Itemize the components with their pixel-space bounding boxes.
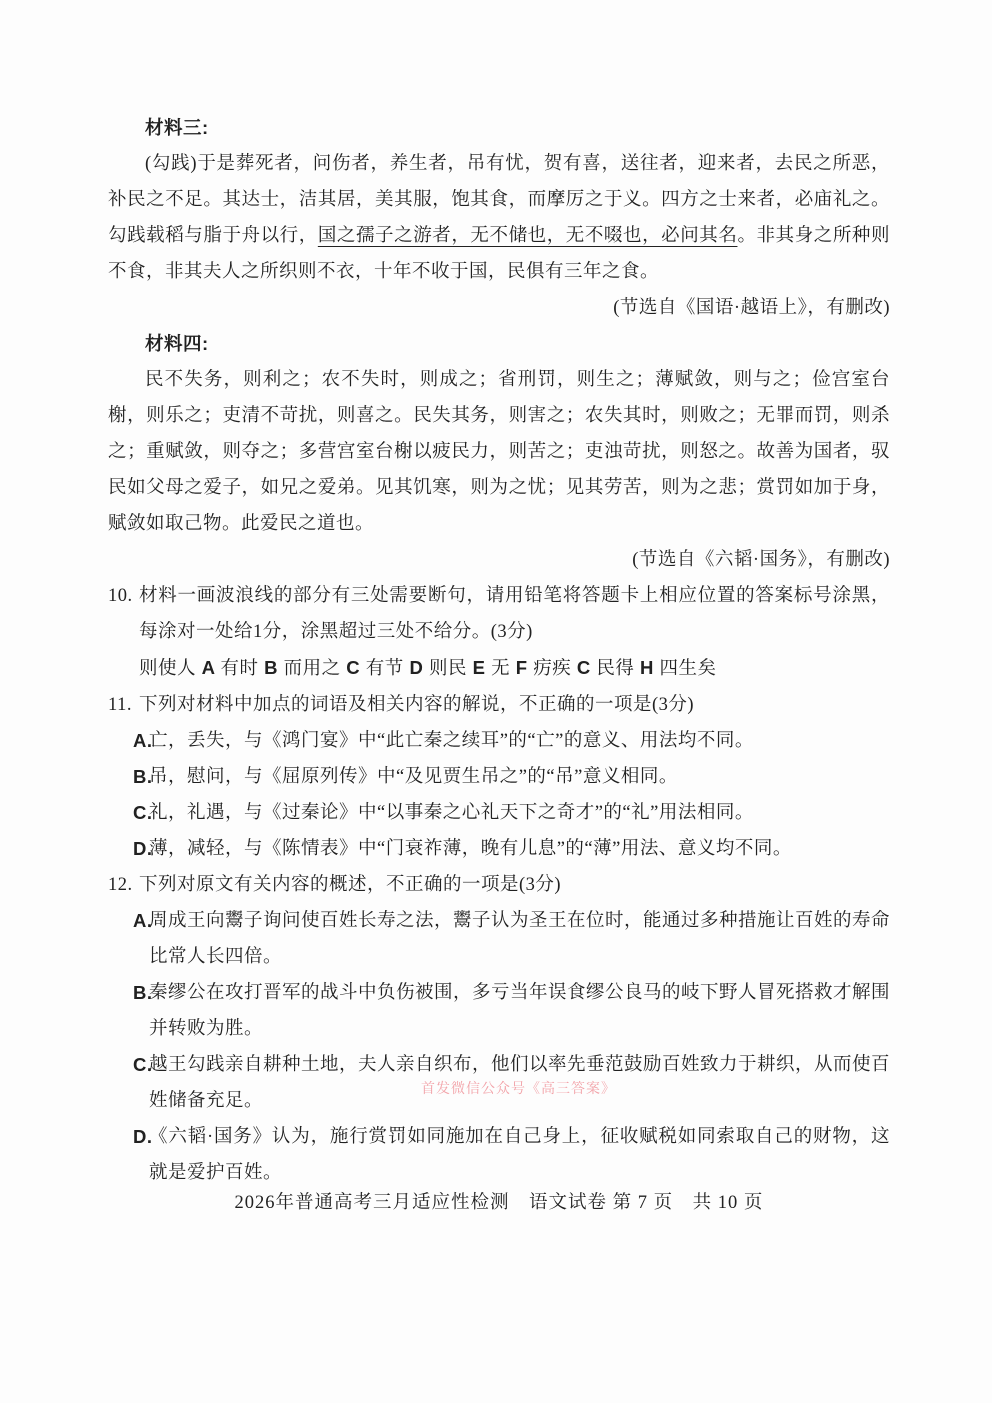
question-10-number: 10.	[108, 586, 133, 606]
material4-paragraph: 民不失务，则利之；农不失时，则成之；省刑罚，则生之；薄赋敛，则与之；俭宫室台榭，则乐之；吏清不苛扰，则喜之。民失其务，则害之；农失其时，则败之；无罪而罚，则杀之；重赋敛，则夺之；多营宫室台榭以疲民力，则苦之；吏浊苛扰，则怒之。故善为国者，驭民如父母之爱子，如兄之爱弟。见其饥寒，则为之忧；见其劳苦，则为之悲；赏罚如加于身，赋敛如取己物。此爱民之道也。	[108, 370, 890, 534]
material3-citation: (节选自《国语·越语上》，有删改)	[613, 298, 890, 318]
watermark-text: 首发微信公众号《高三答案》	[421, 1082, 616, 1097]
question-12-number: 12.	[108, 875, 133, 895]
q11-option-a-text: 亡，丢失，与《鸿门宴》中“此亡秦之续耳”的“亡”的意义、用法均不同。	[149, 731, 754, 751]
q11-option-a	[108, 723, 890, 759]
material3-text-post: 。非其身之所种则不食，非其夫人之所织则不衣，十年不收于国，民俱有三年之食。	[108, 226, 890, 282]
question-11-stem: 下列对材料中加点的词语及相关内容的解说，不正确的一项是(3分)	[139, 695, 695, 715]
q12-option-a-text: 周成王向鬻子询问使百姓长寿之法，鬻子认为圣王在位时，能通过多种措施让百姓的寿命比常人长四倍。	[149, 911, 891, 967]
q11-option-b-letter: B.	[133, 766, 153, 787]
q12-option-b-text: 秦缪公在攻打晋军的战斗中负伤被围，多亏当年误食缪公良马的岐下野人冒死搭救才解围并转败为胜。	[149, 983, 891, 1039]
material4-heading: 材料四:	[145, 333, 209, 354]
q12-option-b	[108, 975, 890, 1047]
q12-option-d-text: 《六韬·国务》认为，施行赏罚如同施加在自己身上，征收赋税如同索取自己的财物，这就是爱护百姓。	[149, 1127, 890, 1183]
q11-option-c-text: 礼，礼遇，与《过秦论》中“以事秦之心礼天下之奇才”的“礼”用法相同。	[149, 803, 754, 823]
material3-heading: 材料三:	[145, 117, 209, 138]
q12-option-c-letter: C.	[133, 1054, 153, 1075]
q12-option-a-letter: A.	[133, 910, 153, 931]
q11-option-d-text: 薄，减轻，与《陈情表》中“门衰祚薄，晚有儿息”的“薄”用法、意义均不同。	[149, 839, 792, 859]
q11-option-c	[108, 795, 890, 831]
q12-option-b-letter: B.	[133, 982, 153, 1003]
q11-option-b	[108, 759, 890, 795]
question-10	[108, 578, 890, 650]
q12-option-c-text: 越王勾践亲自耕种土地，夫人亲自织布，他们以率先垂范鼓励百姓致力于耕织，从而使百姓储备充足。	[149, 1055, 891, 1111]
question-11	[108, 687, 890, 723]
q11-option-c-letter: C.	[133, 802, 153, 823]
material3-underlined-text: 国之孺子之游者，无不储也，无不啜也，必问其名	[317, 226, 738, 246]
q11-option-d-letter: D.	[133, 838, 153, 859]
question-12-stem: 下列对原文有关内容的概述，不正确的一项是(3分)	[139, 875, 562, 895]
q10-answer-line: 则使人 A 有时 B 而用之 C 有节 D 则民 E 无 F 疠疾 C 民得 H 四生矣	[139, 657, 717, 679]
q11-option-d	[108, 831, 890, 867]
question-11-number: 11.	[108, 695, 132, 715]
q12-option-d	[108, 1119, 890, 1191]
q12-option-a	[108, 903, 890, 975]
page-footer: 2026年普通高考三月适应性检测 语文试卷 第 7 页 共 10 页	[234, 1193, 764, 1213]
q11-option-b-text: 吊，慰问，与《屈原列传》中“及见贾生吊之”的“吊”意义相同。	[149, 767, 678, 787]
question-10-stem: 材料一画波浪线的部分有三处需要断句，请用铅笔将答题卡上相应位置的答案标号涂黑，每涂对一处给1分，涂黑超过三处不给分。(3分)	[139, 586, 890, 642]
question-12	[108, 867, 890, 903]
material3-paragraph	[108, 146, 890, 290]
q12-option-d-letter: D.	[133, 1126, 153, 1147]
q11-option-a-letter: A.	[133, 730, 153, 751]
exam-content	[108, 110, 890, 1221]
material4-citation: (节选自《六韬·国务》，有删改)	[632, 550, 890, 570]
material3-text-pre: (勾践)于是葬死者，问伤者，养生者，吊有忧，贺有喜，送往者，迎来者，去民之所恶，补民之不足。其达士，洁其居，美其服，饱其食，而摩厉之于义。四方之士来者，必庙礼之。勾践载稻与脂于舟以行，	[108, 154, 890, 246]
